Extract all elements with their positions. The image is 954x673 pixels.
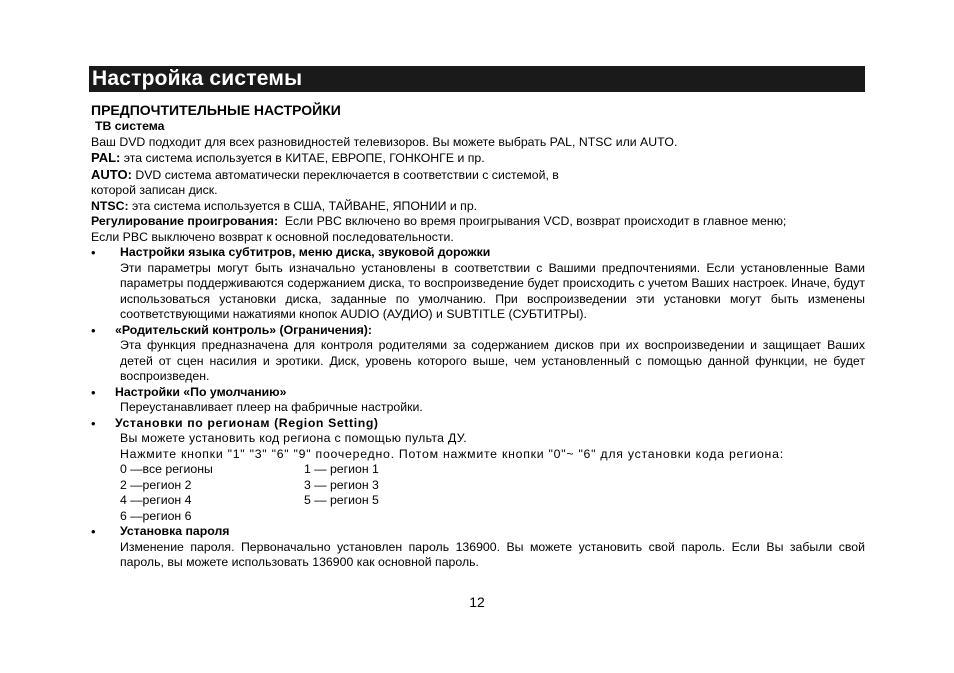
password-heading: Установка пароля [120, 524, 230, 538]
region-line-1: Вы можете установить код региона с помощью пульта ДУ. [120, 431, 467, 445]
default-body: Переустанавливает плеер на фабричные настройки. [120, 400, 423, 414]
page-number: 12 [469, 594, 485, 610]
ntsc-line [91, 199, 865, 215]
auto-label: AUTO: [91, 166, 132, 182]
tv-system-heading: ТВ система [95, 119, 165, 133]
pal-label: PAL: [91, 150, 121, 165]
bullet-dot: • [91, 415, 96, 431]
list-item-parental [91, 323, 865, 385]
region-code: 2 —регион 2 [120, 477, 192, 492]
region-code: 1 — регион 1 [304, 462, 379, 476]
language-heading: Настройки языка субтитров, меню диска, звуковой дорожки [120, 245, 491, 259]
region-codes [120, 462, 865, 524]
language-body: Эти параметры могут быть изначально установлены в соответствии с Вашими предпочтениями. Если установленные Вами параметры поддерживаются содержанием диска, то воспроизведение будет происходить с учетом Ваших настроек. Иначе, будут использоваться установки диска, заданные по умолчанию. При воспроизведении эти установки могут быть изменены соответствующими нажатиями кнопок AUDIO (АУДИО) и SUBTITLE (СУБТИТРЫ). [120, 260, 865, 321]
tv-intro: Ваш DVD подходит для всех разновидностей телевизоров. Вы можете выбрать PAL, NTSC или AUTO. [91, 134, 678, 149]
bullet-dot: • [91, 245, 96, 260]
region-line-2: Нажмите кнопки "1" "3" "6" "9" поочередно. Потом нажмите кнопки "0"~ "6" для установки кода региона: [120, 446, 784, 461]
region-code [304, 509, 484, 525]
ntsc-label: NTSC: [91, 198, 129, 213]
region-code: 6 —регион 6 [120, 508, 192, 523]
pal-text: эта система используется в КИТАЕ, ЕВРОПЕ, ГОНКОНГЕ и пр. [120, 151, 485, 165]
section-heading: ПРЕДПОЧТИТЕЛЬНЫЕ НАСТРОЙКИ [91, 102, 341, 118]
list-item-region [91, 416, 865, 525]
region-code: 3 — регион 3 [304, 477, 379, 492]
list-item-password [91, 524, 865, 571]
page-title: Настройка системы [89, 66, 865, 92]
password-body: Изменение пароля. Первоначально установлен пароль 136900. Вы можете установить свой пароль. Если Вы забыли свой пароль, вы можете использовать 136900 как основной пароль. [120, 539, 865, 569]
parental-body: Эта функция предназначена для контроля родителями за содержанием дисков при их воспроизведении и защищает Ваших детей от сцен насилия и эротики. Диск, уровень которого выше, чем установленный с помощью данной функции, не будет воспроизведен. [120, 338, 865, 383]
pbc-text: Если PBC включено во время проигрывания VCD, возврат происходит в главное меню; [278, 214, 787, 228]
pbc-line [91, 214, 865, 230]
list-item-language [91, 245, 865, 323]
auto-line-2: которой записан диск. [91, 183, 218, 197]
pal-line [91, 150, 865, 167]
parental-heading: «Родительский контроль» (Ограничения): [115, 322, 372, 337]
auto-line [91, 167, 865, 184]
region-code: 0 —все регионы [120, 462, 213, 476]
list-item-default [91, 385, 865, 416]
region-heading: Установки по регионам (Region Setting) [115, 415, 379, 430]
bullet-dot: • [91, 322, 96, 338]
bullet-dot: • [91, 384, 96, 400]
auto-text: DVD система автоматически переключается в соответствии с системой, в [131, 167, 559, 182]
bullet-dot: • [91, 524, 96, 539]
region-code: 5 — регион 5 [304, 493, 379, 507]
region-code: 4 —регион 4 [120, 493, 192, 507]
default-heading: Настройки «По умолчанию» [115, 384, 287, 399]
pbc-line-2: Если PBC выключено возврат к основной последовательности. [91, 229, 454, 244]
manual-page [89, 66, 865, 571]
ntsc-text: эта система используется в США, ТАЙВАНЕ, ЯПОНИИ и пр. [128, 198, 478, 213]
pbc-label: Регулирование проигрования: [91, 214, 279, 228]
